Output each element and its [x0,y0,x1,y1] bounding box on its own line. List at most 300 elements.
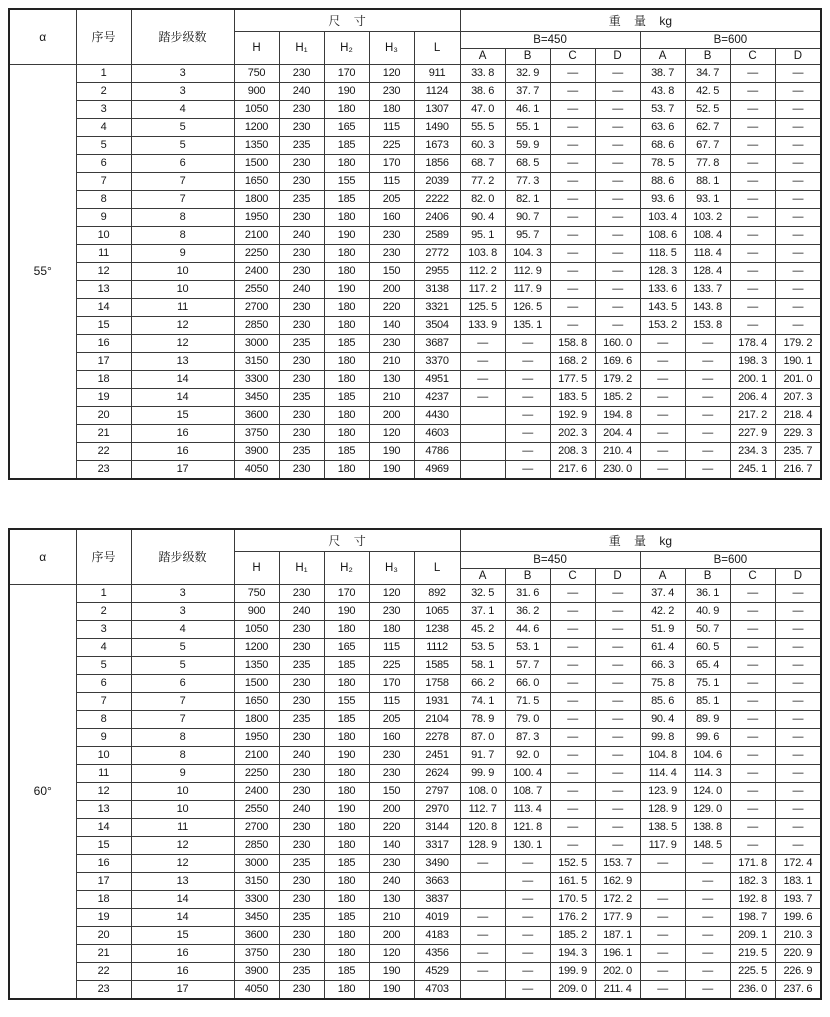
cell-dim-h: 4050 [234,980,279,999]
header-b600-d: D [775,568,821,584]
cell-dim-h1: 230 [279,836,324,854]
cell-b600-b: — [685,908,730,926]
cell-b450-b: 32. 9 [505,64,550,82]
table-row [9,352,821,370]
table-row [9,890,821,908]
cell-b450-a: 66. 2 [460,674,505,692]
cell-dim-l: 4430 [414,406,460,424]
header-row [9,529,821,551]
cell-b450-d: — [595,118,640,136]
cell-dim-h2: 180 [324,872,369,890]
cell-b450-a [460,406,505,424]
table-row [9,980,821,999]
cell-b450-c: — [550,100,595,118]
cell-dim-h2: 180 [324,818,369,836]
cell-b450-d: 210. 4 [595,442,640,460]
cell-steps: 5 [131,638,234,656]
cell-b450-d: — [595,800,640,818]
cell-dim-h3: 210 [369,388,414,406]
cell-b450-a: 112. 7 [460,800,505,818]
cell-dim-h1: 230 [279,782,324,800]
cell-steps: 12 [131,316,234,334]
cell-b600-d: — [775,656,821,674]
cell-steps: 5 [131,656,234,674]
cell-steps: 3 [131,64,234,82]
cell-dim-l: 3663 [414,872,460,890]
cell-b450-c: — [550,316,595,334]
cell-b450-c: — [550,692,595,710]
cell-b450-a: 55. 5 [460,118,505,136]
cell-b600-b: 77. 8 [685,154,730,172]
cell-b450-c: 208. 3 [550,442,595,460]
cell-b450-a: 82. 0 [460,190,505,208]
table-row [9,424,821,442]
table-row [9,226,821,244]
cell-b600-b: 114. 3 [685,764,730,782]
cell-dim-h3: 140 [369,836,414,854]
cell-b450-b: 126. 5 [505,298,550,316]
cell-dim-h1: 235 [279,190,324,208]
cell-b600-c: — [730,136,775,154]
cell-b600-b: — [685,854,730,872]
cell-b600-a: 78. 5 [640,154,685,172]
cell-dim-h1: 235 [279,962,324,980]
cell-dim-h1: 230 [279,100,324,118]
cell-dim-h: 2400 [234,782,279,800]
cell-b600-a: 128. 3 [640,262,685,280]
cell-dim-l: 1931 [414,692,460,710]
cell-dim-h: 4050 [234,460,279,479]
cell-dim-h2: 185 [324,710,369,728]
cell-dim-h3: 115 [369,638,414,656]
cell-b600-b: — [685,442,730,460]
cell-serial: 8 [76,190,131,208]
cell-steps: 13 [131,352,234,370]
cell-b450-a: — [460,908,505,926]
cell-dim-h: 3900 [234,442,279,460]
cell-dim-h1: 230 [279,298,324,316]
cell-b450-b: 66. 0 [505,674,550,692]
cell-dim-l: 2772 [414,244,460,262]
cell-b450-d: — [595,244,640,262]
header-weight: 重 量 kg [460,9,821,31]
cell-b600-a: 133. 6 [640,280,685,298]
cell-b600-a: — [640,388,685,406]
cell-dim-h1: 230 [279,406,324,424]
cell-b450-a: 95. 1 [460,226,505,244]
header-dim-h1: H₁ [279,31,324,64]
cell-b450-c: — [550,782,595,800]
cell-serial: 1 [76,584,131,602]
cell-b450-a [460,872,505,890]
cell-serial: 3 [76,620,131,638]
cell-b600-c: — [730,226,775,244]
cell-b450-a: 77. 2 [460,172,505,190]
cell-b600-b: 153. 8 [685,316,730,334]
cell-dim-h3: 200 [369,406,414,424]
cell-b600-d: 190. 1 [775,352,821,370]
cell-b600-a: 53. 7 [640,100,685,118]
cell-dim-h2: 185 [324,190,369,208]
table-row [9,190,821,208]
cell-dim-h3: 170 [369,674,414,692]
cell-dim-h: 1200 [234,118,279,136]
cell-b600-c: — [730,728,775,746]
cell-b450-d: — [595,602,640,620]
cell-dim-h: 1050 [234,620,279,638]
cell-dim-h1: 235 [279,334,324,352]
cell-steps: 7 [131,190,234,208]
cell-dim-h2: 180 [324,298,369,316]
cell-b450-c: 158. 8 [550,334,595,352]
cell-b450-b: 87. 3 [505,728,550,746]
cell-dim-h1: 230 [279,460,324,479]
cell-b600-a: 123. 9 [640,782,685,800]
cell-b450-a: 37. 1 [460,602,505,620]
cell-b600-a: 108. 6 [640,226,685,244]
cell-b600-b: 129. 0 [685,800,730,818]
cell-serial: 12 [76,262,131,280]
cell-b600-d: — [775,836,821,854]
cell-dim-l: 3317 [414,836,460,854]
cell-b600-a: 37. 4 [640,584,685,602]
cell-serial: 19 [76,388,131,406]
cell-b450-b: — [505,424,550,442]
cell-dim-l: 1673 [414,136,460,154]
cell-b600-b: 52. 5 [685,100,730,118]
cell-dim-l: 3837 [414,890,460,908]
cell-b450-d: — [595,710,640,728]
cell-dim-h1: 230 [279,620,324,638]
cell-b450-d: 185. 2 [595,388,640,406]
header-dim-l: L [414,31,460,64]
cell-dim-l: 2624 [414,764,460,782]
header-alpha: α [9,9,76,64]
cell-b600-a: — [640,890,685,908]
cell-b600-c: 171. 8 [730,854,775,872]
cell-dim-h: 1350 [234,136,279,154]
cell-dim-h2: 185 [324,656,369,674]
cell-b450-b: 100. 4 [505,764,550,782]
table-row [9,926,821,944]
cell-b600-d: — [775,674,821,692]
cell-b450-c: — [550,746,595,764]
cell-b450-b: — [505,962,550,980]
cell-b600-d: — [775,118,821,136]
cell-b450-c: — [550,656,595,674]
cell-serial: 8 [76,710,131,728]
cell-b450-a: — [460,944,505,962]
cell-dim-h3: 200 [369,926,414,944]
cell-dim-h2: 185 [324,388,369,406]
cell-dim-h2: 155 [324,692,369,710]
cell-b450-b: 53. 1 [505,638,550,656]
cell-steps: 3 [131,82,234,100]
cell-b450-c: 183. 5 [550,388,595,406]
cell-serial: 6 [76,674,131,692]
cell-dim-h3: 220 [369,298,414,316]
cell-b600-c: — [730,172,775,190]
cell-dim-h: 2550 [234,800,279,818]
cell-b450-b: 36. 2 [505,602,550,620]
cell-b600-a: 93. 6 [640,190,685,208]
alpha-value: 55° [9,64,76,479]
cell-b450-a: 38. 6 [460,82,505,100]
cell-b600-b: 60. 5 [685,638,730,656]
cell-b600-a: 68. 6 [640,136,685,154]
cell-b450-a: 103. 8 [460,244,505,262]
cell-steps: 11 [131,298,234,316]
cell-dim-h3: 150 [369,262,414,280]
cell-dim-h: 3450 [234,388,279,406]
cell-b600-a: 104. 8 [640,746,685,764]
cell-dim-h1: 230 [279,692,324,710]
cell-b600-b: — [685,944,730,962]
cell-b450-c: 209. 0 [550,980,595,999]
cell-b450-a: 78. 9 [460,710,505,728]
cell-dim-h2: 170 [324,64,369,82]
cell-b600-a: 51. 9 [640,620,685,638]
header-dimensions: 尺 寸 [234,9,460,31]
cell-b450-b: — [505,890,550,908]
cell-b450-a: 74. 1 [460,692,505,710]
header-b600-c: C [730,568,775,584]
cell-b450-d: — [595,782,640,800]
cell-b450-d: 202. 0 [595,962,640,980]
cell-b600-c: — [730,746,775,764]
header-b600-b: B [685,48,730,64]
cell-b600-c: 236. 0 [730,980,775,999]
table-row [9,818,821,836]
cell-dim-h: 750 [234,64,279,82]
cell-b450-c: 161. 5 [550,872,595,890]
cell-dim-l: 2222 [414,190,460,208]
spec-table-alpha-55 [8,8,822,480]
cell-dim-h: 3900 [234,962,279,980]
cell-b600-d: — [775,764,821,782]
cell-b600-b: 93. 1 [685,190,730,208]
cell-dim-h1: 235 [279,710,324,728]
table-row [9,638,821,656]
cell-b600-d: — [775,584,821,602]
cell-dim-l: 2278 [414,728,460,746]
cell-b450-a: 128. 9 [460,836,505,854]
table-row [9,118,821,136]
cell-b450-c: 176. 2 [550,908,595,926]
cell-b600-d: — [775,782,821,800]
cell-b600-a: — [640,442,685,460]
cell-dim-h: 900 [234,602,279,620]
cell-b450-b: 68. 5 [505,154,550,172]
cell-b450-b: 108. 7 [505,782,550,800]
cell-b600-a: 88. 6 [640,172,685,190]
cell-steps: 10 [131,280,234,298]
table-row [9,370,821,388]
cell-b450-c: 168. 2 [550,352,595,370]
cell-b600-d: — [775,262,821,280]
cell-dim-h: 3150 [234,872,279,890]
cell-serial: 15 [76,836,131,854]
cell-b450-c: 192. 9 [550,406,595,424]
cell-b450-b: — [505,352,550,370]
cell-b450-a: 120. 8 [460,818,505,836]
table-row [9,460,821,479]
cell-b600-d: 216. 7 [775,460,821,479]
cell-b450-d: — [595,836,640,854]
table-row [9,602,821,620]
cell-b600-d: — [775,298,821,316]
cell-dim-h1: 230 [279,370,324,388]
cell-b600-b: 65. 4 [685,656,730,674]
cell-dim-h2: 180 [324,370,369,388]
cell-b600-d: — [775,64,821,82]
cell-steps: 4 [131,100,234,118]
cell-dim-h3: 160 [369,728,414,746]
cell-dim-l: 2797 [414,782,460,800]
cell-b600-b: 143. 8 [685,298,730,316]
alpha-value: 60° [9,584,76,999]
cell-serial: 23 [76,980,131,999]
cell-b450-c: — [550,818,595,836]
header-dim-h2: H₂ [324,31,369,64]
cell-b600-b: 67. 7 [685,136,730,154]
cell-b450-c: 217. 6 [550,460,595,479]
cell-b600-b: 128. 4 [685,262,730,280]
cell-b450-a: 133. 9 [460,316,505,334]
cell-b450-b: 92. 0 [505,746,550,764]
cell-dim-h: 3450 [234,908,279,926]
table-row [9,388,821,406]
cell-dim-h: 1350 [234,656,279,674]
cell-b600-d: — [775,172,821,190]
cell-b450-b: 46. 1 [505,100,550,118]
cell-dim-h3: 130 [369,890,414,908]
cell-b600-a: 117. 9 [640,836,685,854]
cell-b600-c: — [730,710,775,728]
cell-b600-a: 128. 9 [640,800,685,818]
cell-b450-d: — [595,208,640,226]
cell-dim-h2: 180 [324,352,369,370]
header-dimensions: 尺 寸 [234,529,460,551]
cell-dim-h: 1050 [234,100,279,118]
cell-b450-d: — [595,746,640,764]
cell-dim-h2: 180 [324,782,369,800]
cell-b600-c: — [730,764,775,782]
cell-dim-l: 892 [414,584,460,602]
cell-dim-h1: 230 [279,890,324,908]
cell-serial: 20 [76,406,131,424]
cell-b600-b: 148. 5 [685,836,730,854]
header-b450: B=450 [460,31,640,48]
cell-b450-c: 152. 5 [550,854,595,872]
cell-b450-c: — [550,728,595,746]
cell-b450-a: — [460,926,505,944]
cell-b600-d: — [775,620,821,638]
cell-b600-d: — [775,638,821,656]
cell-dim-h1: 230 [279,64,324,82]
cell-b450-a: 60. 3 [460,136,505,154]
cell-b600-d: 172. 4 [775,854,821,872]
cell-b600-c: — [730,280,775,298]
cell-b600-d: — [775,136,821,154]
cell-b600-a: — [640,962,685,980]
cell-b600-c: 227. 9 [730,424,775,442]
cell-steps: 7 [131,710,234,728]
cell-b450-b: — [505,334,550,352]
cell-b450-d: 194. 8 [595,406,640,424]
cell-b450-b: — [505,442,550,460]
table-row [9,908,821,926]
header-b600-d: D [775,48,821,64]
cell-b600-c: — [730,656,775,674]
cell-dim-l: 1585 [414,656,460,674]
cell-b450-d: — [595,190,640,208]
cell-dim-h2: 190 [324,602,369,620]
cell-b600-c: 200. 1 [730,370,775,388]
cell-b450-c: 185. 2 [550,926,595,944]
header-dim-h3: H₃ [369,31,414,64]
cell-b450-a [460,424,505,442]
table-row [9,316,821,334]
cell-dim-h3: 190 [369,962,414,980]
cell-b450-b: 79. 0 [505,710,550,728]
header-b600: B=600 [640,31,821,48]
header-alpha: α [9,529,76,584]
cell-b600-c: — [730,602,775,620]
cell-b450-a: 112. 2 [460,262,505,280]
cell-b600-b: — [685,962,730,980]
cell-dim-h3: 190 [369,460,414,479]
cell-b450-c: — [550,298,595,316]
cell-serial: 4 [76,638,131,656]
cell-b450-d: — [595,82,640,100]
cell-b600-b: 75. 1 [685,674,730,692]
cell-b600-c: — [730,262,775,280]
cell-steps: 16 [131,962,234,980]
header-b450-b: B [505,568,550,584]
cell-serial: 22 [76,962,131,980]
cell-dim-h3: 190 [369,442,414,460]
cell-b600-d: 193. 7 [775,890,821,908]
cell-dim-h: 1800 [234,710,279,728]
table-row [9,746,821,764]
cell-b450-b: 117. 9 [505,280,550,298]
cell-dim-l: 4951 [414,370,460,388]
cell-b600-d: 201. 0 [775,370,821,388]
cell-dim-l: 1238 [414,620,460,638]
cell-b450-c: — [550,836,595,854]
cell-serial: 21 [76,944,131,962]
cell-b450-d: 187. 1 [595,926,640,944]
cell-b450-c: — [550,208,595,226]
cell-dim-l: 911 [414,64,460,82]
cell-b600-c: — [730,298,775,316]
cell-dim-l: 3490 [414,854,460,872]
cell-b600-d: 199. 6 [775,908,821,926]
cell-b450-b: — [505,406,550,424]
header-dim-h: H [234,31,279,64]
cell-b450-c: — [550,244,595,262]
cell-b600-c: — [730,82,775,100]
table-row [9,406,821,424]
cell-dim-h: 2400 [234,262,279,280]
header-b450-c: C [550,568,595,584]
cell-b600-c: — [730,818,775,836]
cell-b600-c: 182. 3 [730,872,775,890]
cell-b450-d: — [595,674,640,692]
cell-b450-b: 71. 5 [505,692,550,710]
cell-dim-h: 3000 [234,334,279,352]
